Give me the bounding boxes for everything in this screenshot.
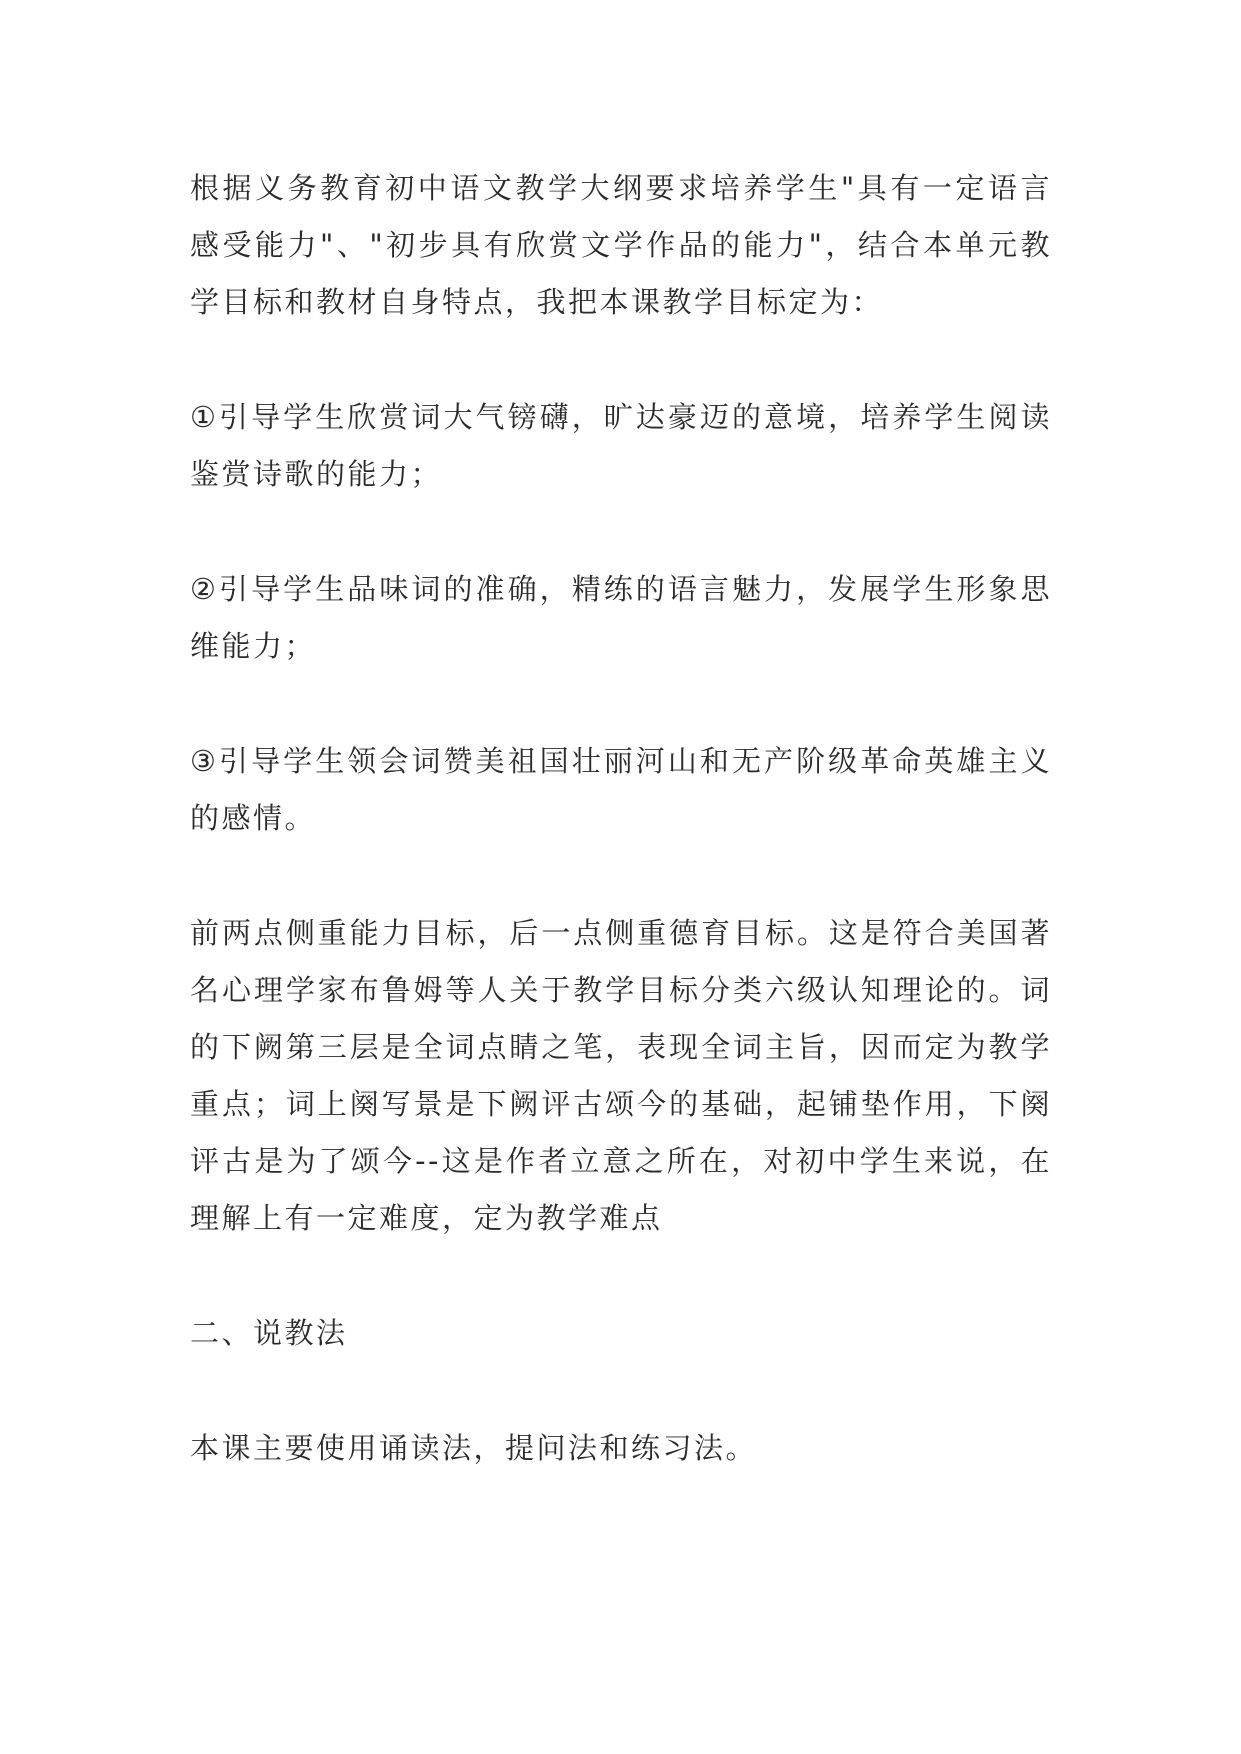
paragraph-teaching-goals-intro: 根据义务教育初中语文教学大纲要求培养学生"具有一定语言感受能力"、"初步具有欣赏文学作品的能力"，结合本单元教学目标和教材自身特点，我把本课教学目标定为： bbox=[190, 171, 1052, 319]
paragraph-goal-1: ①引导学生欣赏词大气镑礴，旷达豪迈的意境，培养学生阅读鉴赏诗歌的能力； bbox=[190, 400, 1052, 491]
paragraph-teaching-methods: 本课主要使用诵读法，提问法和练习法。 bbox=[190, 1431, 758, 1465]
paragraph-key-points: 前两点侧重能力目标，后一点侧重德育目标。这是符合美国著名心理学家布鲁姆等人关于教学目标分类六级认知理论的。词的下阙第三层是全词点睛之笔，表现全词主旨，因而定为教学重点；词上阕写景是下阙评古颂今的基础，起铺垫作用，下阕评古是为了颂今--这是作者立意之所在，对初中学生来说，在理解上有一定难度，定为教学难点 bbox=[190, 916, 1052, 1235]
paragraph-goal-3: ③引导学生领会词赞美祖国壮丽河山和无产阶级革命英雄主义的感情。 bbox=[190, 744, 1052, 835]
document-body bbox=[190, 160, 1052, 1477]
paragraph-goal-2: ②引导学生品味词的准确，精练的语言魅力，发展学生形象思维能力； bbox=[190, 572, 1052, 663]
section-heading-teaching-methods: 二、说教法 bbox=[190, 1316, 348, 1350]
